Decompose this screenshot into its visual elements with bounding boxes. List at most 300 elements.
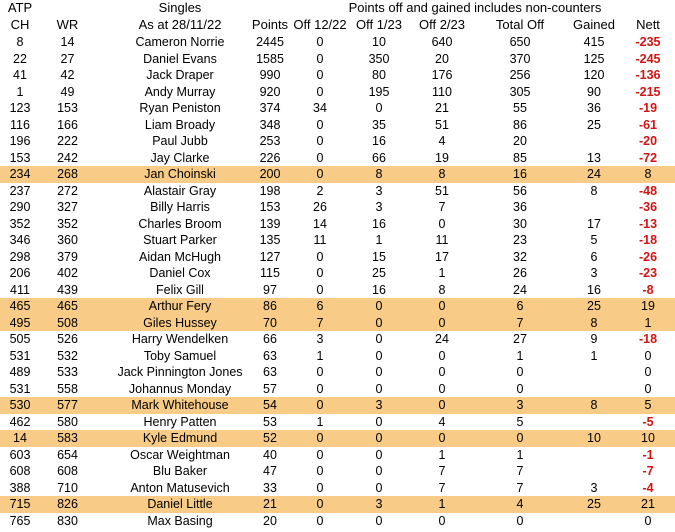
cell-off-2-23: 1 [438, 447, 446, 462]
cell-off-2-23: 7 [438, 464, 446, 478]
cell-gained: 25 [587, 299, 601, 313]
cell-gained: 9 [590, 332, 598, 346]
cell-gained: 25 [587, 497, 601, 511]
cell-total-off: 256 [509, 68, 531, 82]
cell-off-12-22: 1 [316, 348, 324, 363]
cell-wr: 360 [57, 233, 78, 247]
cell-nett: -72 [638, 150, 658, 165]
cell-off-1-23: 16 [372, 216, 386, 231]
cell-points: 21 [263, 497, 277, 511]
cell-off-1-23: 0 [375, 447, 383, 462]
cell-off-12-22: 6 [316, 299, 324, 313]
cell-points: 66 [263, 332, 277, 346]
cell-wr: 49 [60, 84, 75, 99]
cell-off-12-22: 34 [313, 101, 327, 115]
cell-off-2-23: 0 [438, 431, 446, 445]
cell-player-name: Mark Whitehouse [131, 398, 229, 412]
cell-player-name: Toby Samuel [143, 348, 217, 363]
cell-off-12-22: 0 [316, 282, 324, 297]
cell-points: 135 [259, 233, 281, 247]
cell-wr: 153 [57, 101, 78, 115]
cell-gained: 10 [587, 431, 601, 445]
table-row [0, 414, 675, 431]
cell-off-12-22: 0 [316, 51, 324, 66]
cell-off-1-23: 0 [375, 101, 383, 115]
cell-nett: -136 [635, 68, 661, 82]
cell-gained [565, 364, 623, 381]
table-row [0, 496, 675, 513]
cell-off-2-23: 24 [435, 332, 449, 346]
cell-player-name: Stuart Parker [143, 233, 217, 247]
cell-total-off: 305 [509, 84, 531, 99]
cell-gained: 8 [590, 315, 598, 330]
cell-gained [565, 133, 623, 150]
cell-total-off: 85 [513, 150, 527, 165]
cell-player-name: Johannus Monday [128, 381, 232, 396]
cell-points: 374 [259, 101, 281, 115]
header-atp: ATP [7, 0, 33, 15]
header-row-2 [0, 17, 675, 34]
cell-wr: 379 [57, 249, 78, 264]
cell-off-1-23: 16 [372, 282, 386, 297]
cell-player-name: Oscar Weightman [130, 447, 230, 462]
cell-player-name: Henry Patten [143, 414, 217, 429]
cell-ch: 116 [10, 117, 30, 132]
cell-nett: -18 [638, 233, 658, 247]
cell-off-1-23: 0 [375, 365, 383, 379]
cell-wr: 654 [57, 447, 78, 462]
cell-player-name: Charles Broom [138, 216, 222, 231]
cell-wr: 526 [57, 332, 78, 346]
table-row [0, 298, 675, 315]
table-row [0, 150, 675, 167]
header-points-group: Points off and gained includes non-counters [348, 0, 602, 15]
cell-player-name: Jay Clarke [150, 150, 210, 165]
cell-off-2-23: 0 [438, 365, 446, 379]
cell-wr: 42 [60, 68, 75, 82]
cell-gained: 36 [587, 101, 601, 115]
cell-off-12-22: 0 [316, 398, 324, 412]
cell-total-off: 30 [513, 216, 527, 231]
cell-nett: -19 [638, 101, 658, 115]
cell-wr: 577 [57, 398, 78, 412]
cell-off-1-23: 0 [375, 348, 383, 363]
cell-off-1-23: 350 [368, 51, 390, 66]
cell-total-off: 0 [516, 365, 524, 379]
cell-off-1-23: 0 [375, 381, 383, 396]
cell-off-1-23: 3 [375, 183, 383, 198]
cell-nett: -5 [642, 414, 654, 429]
cell-total-off: 6 [516, 299, 524, 313]
table-row [0, 249, 675, 266]
cell-gained: 90 [587, 84, 601, 99]
cell-off-2-23: 51 [435, 117, 449, 132]
cell-wr: 352 [57, 216, 78, 231]
cell-player-name: Felix Gill [156, 282, 204, 297]
cell-nett: -7 [642, 464, 654, 478]
header-row-1 [0, 0, 675, 17]
cell-off-2-23: 8 [438, 282, 446, 297]
cell-off-1-23: 80 [372, 68, 386, 82]
table-row [0, 282, 675, 299]
cell-wr: 533 [57, 365, 78, 379]
cell-gained: 17 [587, 216, 601, 231]
cell-ch: 505 [9, 332, 31, 346]
cell-points: 20 [263, 513, 277, 528]
cell-points: 153 [259, 200, 281, 214]
cell-off-12-22: 0 [316, 513, 324, 528]
cell-ch: 206 [9, 266, 31, 280]
cell-points: 57 [263, 381, 277, 396]
cell-ch: 14 [13, 431, 27, 445]
cell-off-12-22: 0 [316, 266, 324, 280]
cell-off-1-23: 0 [375, 431, 383, 445]
cell-ch: 22 [13, 51, 27, 66]
cell-wr: 580 [57, 414, 78, 429]
cell-player-name: Aidan McHugh [139, 249, 221, 264]
table-row [0, 265, 675, 282]
cell-off-1-23: 0 [375, 480, 383, 495]
cell-points: 920 [259, 84, 281, 99]
cell-wr: 14 [60, 35, 75, 49]
cell-off-12-22: 0 [316, 381, 324, 396]
cell-off-2-23: 7 [438, 200, 446, 214]
cell-points: 54 [263, 398, 277, 412]
cell-off-1-23: 15 [372, 249, 386, 264]
cell-gained [565, 414, 623, 431]
cell-wr: 27 [60, 51, 75, 66]
cell-off-12-22: 0 [316, 365, 324, 379]
table-row [0, 381, 675, 398]
cell-off-12-22: 0 [316, 150, 324, 165]
cell-off-1-23: 25 [372, 266, 386, 280]
cell-total-off: 7 [516, 464, 524, 478]
cell-ch: 237 [9, 183, 31, 198]
cell-ch: 298 [9, 249, 31, 264]
table-row [0, 331, 675, 348]
cell-nett: -8 [642, 282, 654, 297]
cell-total-off: 650 [509, 35, 531, 49]
cell-gained: 5 [590, 233, 598, 247]
cell-off-12-22: 0 [316, 134, 324, 148]
cell-off-1-23: 8 [375, 167, 383, 181]
cell-gained: 125 [583, 51, 605, 66]
cell-total-off: 7 [516, 480, 524, 495]
cell-off-2-23: 4 [438, 134, 446, 148]
cell-off-2-23: 0 [438, 513, 446, 528]
cell-wr: 710 [57, 480, 78, 495]
cell-off-12-22: 0 [316, 35, 324, 49]
cell-total-off: 1 [516, 447, 524, 462]
cell-off-12-22: 0 [316, 431, 324, 445]
cell-nett: -4 [642, 480, 654, 495]
header-gained: Gained [573, 16, 615, 32]
cell-off-12-22: 0 [316, 117, 324, 132]
cell-wr: 583 [57, 431, 78, 445]
cell-off-12-22: 0 [316, 464, 324, 478]
cell-gained: 1 [590, 348, 598, 363]
header-points: Points [251, 16, 289, 32]
cell-player-name: Daniel Little [147, 497, 213, 511]
cell-wr: 558 [57, 381, 78, 396]
cell-total-off: 7 [516, 315, 524, 330]
cell-points: 47 [263, 464, 277, 478]
cell-off-12-22: 0 [316, 447, 324, 462]
cell-off-12-22: 11 [313, 233, 327, 247]
cell-off-1-23: 10 [372, 35, 386, 49]
cell-total-off: 32 [513, 249, 527, 264]
cell-player-name: Anton Matusevich [130, 480, 230, 495]
cell-off-12-22: 0 [316, 167, 324, 181]
cell-ch: 531 [9, 348, 31, 363]
cell-off-1-23: 195 [368, 84, 390, 99]
cell-wr: 826 [57, 497, 78, 511]
table-row [0, 199, 675, 216]
cell-wr: 166 [57, 117, 78, 132]
cell-player-name: Ryan Peniston [139, 101, 221, 115]
header-singles: Singles [158, 0, 202, 15]
cell-ch: 234 [9, 167, 31, 181]
cell-nett: 0 [644, 513, 652, 528]
cell-nett: -61 [638, 117, 658, 132]
cell-off-12-22: 0 [316, 84, 324, 99]
cell-points: 990 [259, 68, 281, 82]
cell-points: 348 [259, 117, 281, 132]
header-off-2-23: Off 2/23 [418, 16, 465, 32]
cell-ch: 462 [9, 414, 31, 429]
cell-off-2-23: 0 [438, 216, 446, 231]
cell-ch: 715 [9, 497, 31, 511]
table-row [0, 34, 675, 51]
cell-wr: 327 [57, 200, 78, 214]
cell-player-name: Alastair Gray [143, 183, 217, 198]
table-row [0, 364, 675, 381]
cell-off-1-23: 3 [375, 200, 383, 214]
header-off-12-22: Off 12/22 [293, 16, 347, 32]
cell-off-1-23: 0 [375, 414, 383, 429]
cell-total-off: 56 [513, 183, 527, 198]
cell-off-1-23: 0 [375, 315, 383, 330]
cell-total-off: 0 [516, 381, 524, 396]
cell-player-name: Daniel Evans [143, 51, 217, 66]
table-row [0, 166, 675, 183]
table-row [0, 480, 675, 497]
cell-player-name: Andy Murray [144, 84, 216, 99]
cell-off-2-23: 0 [438, 398, 446, 412]
cell-gained: 16 [587, 282, 601, 297]
cell-total-off: 20 [513, 134, 527, 148]
header-off-1-23: Off 1/23 [355, 16, 402, 32]
cell-off-12-22: 7 [316, 315, 324, 330]
cell-nett: -215 [635, 84, 661, 99]
cell-wr: 830 [57, 513, 78, 528]
cell-points: 139 [259, 216, 281, 231]
cell-ch: 153 [9, 150, 31, 165]
cell-nett: -13 [638, 216, 658, 231]
cell-nett: -20 [638, 134, 658, 148]
cell-points: 115 [260, 266, 280, 280]
header-total-off: Total Off [495, 16, 545, 32]
cell-nett: 1 [644, 315, 652, 330]
cell-gained: 3 [590, 266, 598, 280]
table-row [0, 232, 675, 249]
cell-wr: 272 [57, 183, 78, 198]
cell-ch: 411 [10, 282, 30, 297]
cell-off-1-23: 16 [372, 134, 386, 148]
header-wr: WR [56, 16, 79, 32]
cell-gained: 8 [590, 183, 598, 198]
cell-off-2-23: 4 [438, 414, 446, 429]
cell-points: 226 [259, 150, 281, 165]
cell-wr: 268 [57, 167, 78, 181]
cell-off-2-23: 110 [432, 84, 452, 99]
cell-total-off: 0 [516, 513, 524, 528]
table-row [0, 67, 675, 84]
cell-total-off: 16 [513, 167, 527, 181]
cell-ch: 608 [9, 464, 31, 478]
cell-ch: 290 [9, 200, 31, 214]
cell-off-2-23: 640 [431, 35, 453, 49]
cell-off-12-22: 3 [316, 332, 324, 346]
cell-total-off: 86 [513, 117, 527, 132]
cell-off-12-22: 26 [313, 200, 327, 214]
cell-points: 127 [259, 249, 281, 264]
cell-ch: 489 [9, 365, 31, 379]
cell-gained: 24 [587, 167, 601, 181]
cell-points: 52 [263, 431, 277, 445]
cell-wr: 439 [57, 282, 78, 297]
cell-off-1-23: 66 [372, 150, 386, 165]
cell-player-name: Liam Broady [144, 117, 216, 132]
cell-gained: 13 [587, 150, 601, 165]
cell-player-name: Kyle Edmund [142, 431, 218, 445]
table-row [0, 100, 675, 117]
cell-player-name: Paul Jubb [152, 134, 208, 148]
table-row [0, 216, 675, 233]
cell-total-off: 26 [513, 266, 527, 280]
cell-player-name: Jack Draper [146, 68, 214, 82]
cell-gained: 6 [590, 249, 598, 264]
cell-off-1-23: 3 [375, 398, 383, 412]
cell-player-name: Giles Hussey [143, 315, 217, 330]
table-row [0, 51, 675, 68]
cell-nett: 0 [644, 381, 652, 396]
cell-off-12-22: 0 [316, 249, 324, 264]
cell-wr: 532 [57, 348, 78, 363]
cell-player-name: Cameron Norrie [135, 35, 225, 49]
cell-off-2-23: 176 [431, 68, 453, 82]
cell-off-2-23: 17 [435, 249, 449, 264]
cell-total-off: 1 [516, 348, 524, 363]
cell-points: 253 [259, 134, 281, 148]
cell-total-off: 0 [516, 431, 524, 445]
cell-nett: 0 [644, 365, 652, 379]
cell-wr: 508 [57, 315, 78, 330]
cell-points: 1585 [256, 51, 284, 66]
cell-wr: 402 [57, 266, 78, 280]
table-row [0, 133, 675, 150]
cell-total-off: 3 [516, 398, 524, 412]
cell-wr: 222 [57, 134, 78, 148]
cell-nett: 19 [641, 299, 655, 313]
cell-gained: 25 [587, 117, 601, 132]
cell-nett: -1 [642, 447, 654, 462]
cell-player-name: Blu Baker [152, 464, 208, 478]
cell-total-off: 36 [513, 200, 527, 214]
header-ch: CH [10, 16, 30, 32]
cell-nett: 10 [641, 431, 655, 445]
cell-off-1-23: 0 [375, 299, 383, 313]
cell-player-name: Jan Choinski [144, 167, 216, 181]
cell-gained [565, 199, 623, 216]
cell-ch: 196 [9, 134, 31, 148]
table-row [0, 348, 675, 365]
table-row [0, 183, 675, 200]
cell-nett: 5 [644, 398, 652, 412]
cell-ch: 530 [9, 398, 31, 412]
table-row [0, 117, 675, 134]
cell-player-name: Arthur Fery [148, 299, 212, 313]
cell-ch: 603 [9, 447, 31, 462]
cell-points: 200 [259, 167, 281, 181]
cell-player-name: Jack Pinnington Jones [117, 365, 243, 379]
cell-wr: 608 [57, 464, 78, 478]
cell-off-12-22: 14 [313, 216, 327, 231]
cell-nett: 21 [641, 497, 655, 511]
cell-ch: 346 [9, 233, 31, 247]
cell-off-2-23: 0 [438, 299, 446, 313]
cell-player-name: Max Basing [147, 513, 213, 528]
cell-off-2-23: 7 [438, 480, 446, 495]
cell-gained: 415 [583, 35, 605, 49]
cell-nett: -23 [638, 266, 658, 280]
cell-points: 40 [263, 447, 277, 462]
cell-ch: 123 [9, 101, 31, 115]
cell-gained: 8 [590, 398, 598, 412]
cell-off-2-23: 0 [438, 348, 446, 363]
cell-gained [565, 447, 623, 464]
cell-off-1-23: 0 [375, 464, 383, 478]
cell-gained [565, 463, 623, 480]
cell-points: 63 [263, 365, 277, 379]
cell-points: 198 [259, 183, 281, 198]
cell-ch: 531 [9, 381, 31, 396]
cell-nett: -18 [638, 332, 658, 346]
table-row [0, 463, 675, 480]
cell-off-1-23: 35 [372, 117, 386, 132]
cell-points: 53 [263, 414, 277, 429]
cell-gained [565, 513, 623, 530]
cell-off-1-23: 3 [375, 497, 383, 511]
cell-ch: 1 [16, 84, 24, 99]
cell-off-2-23: 0 [438, 381, 446, 396]
cell-ch: 388 [9, 480, 31, 495]
cell-total-off: 55 [513, 101, 527, 115]
cell-nett: -36 [638, 200, 658, 214]
cell-nett: 0 [644, 348, 652, 363]
cell-off-2-23: 1 [438, 266, 446, 280]
cell-nett: -245 [635, 51, 661, 66]
cell-ch: 352 [9, 216, 31, 231]
cell-off-2-23: 20 [435, 51, 449, 66]
cell-off-12-22: 2 [316, 183, 324, 198]
table-row [0, 447, 675, 464]
cell-gained: 120 [583, 68, 605, 82]
cell-points: 33 [263, 480, 277, 495]
table-row [0, 84, 675, 101]
cell-ch: 8 [16, 35, 24, 49]
cell-points: 2445 [256, 35, 284, 49]
